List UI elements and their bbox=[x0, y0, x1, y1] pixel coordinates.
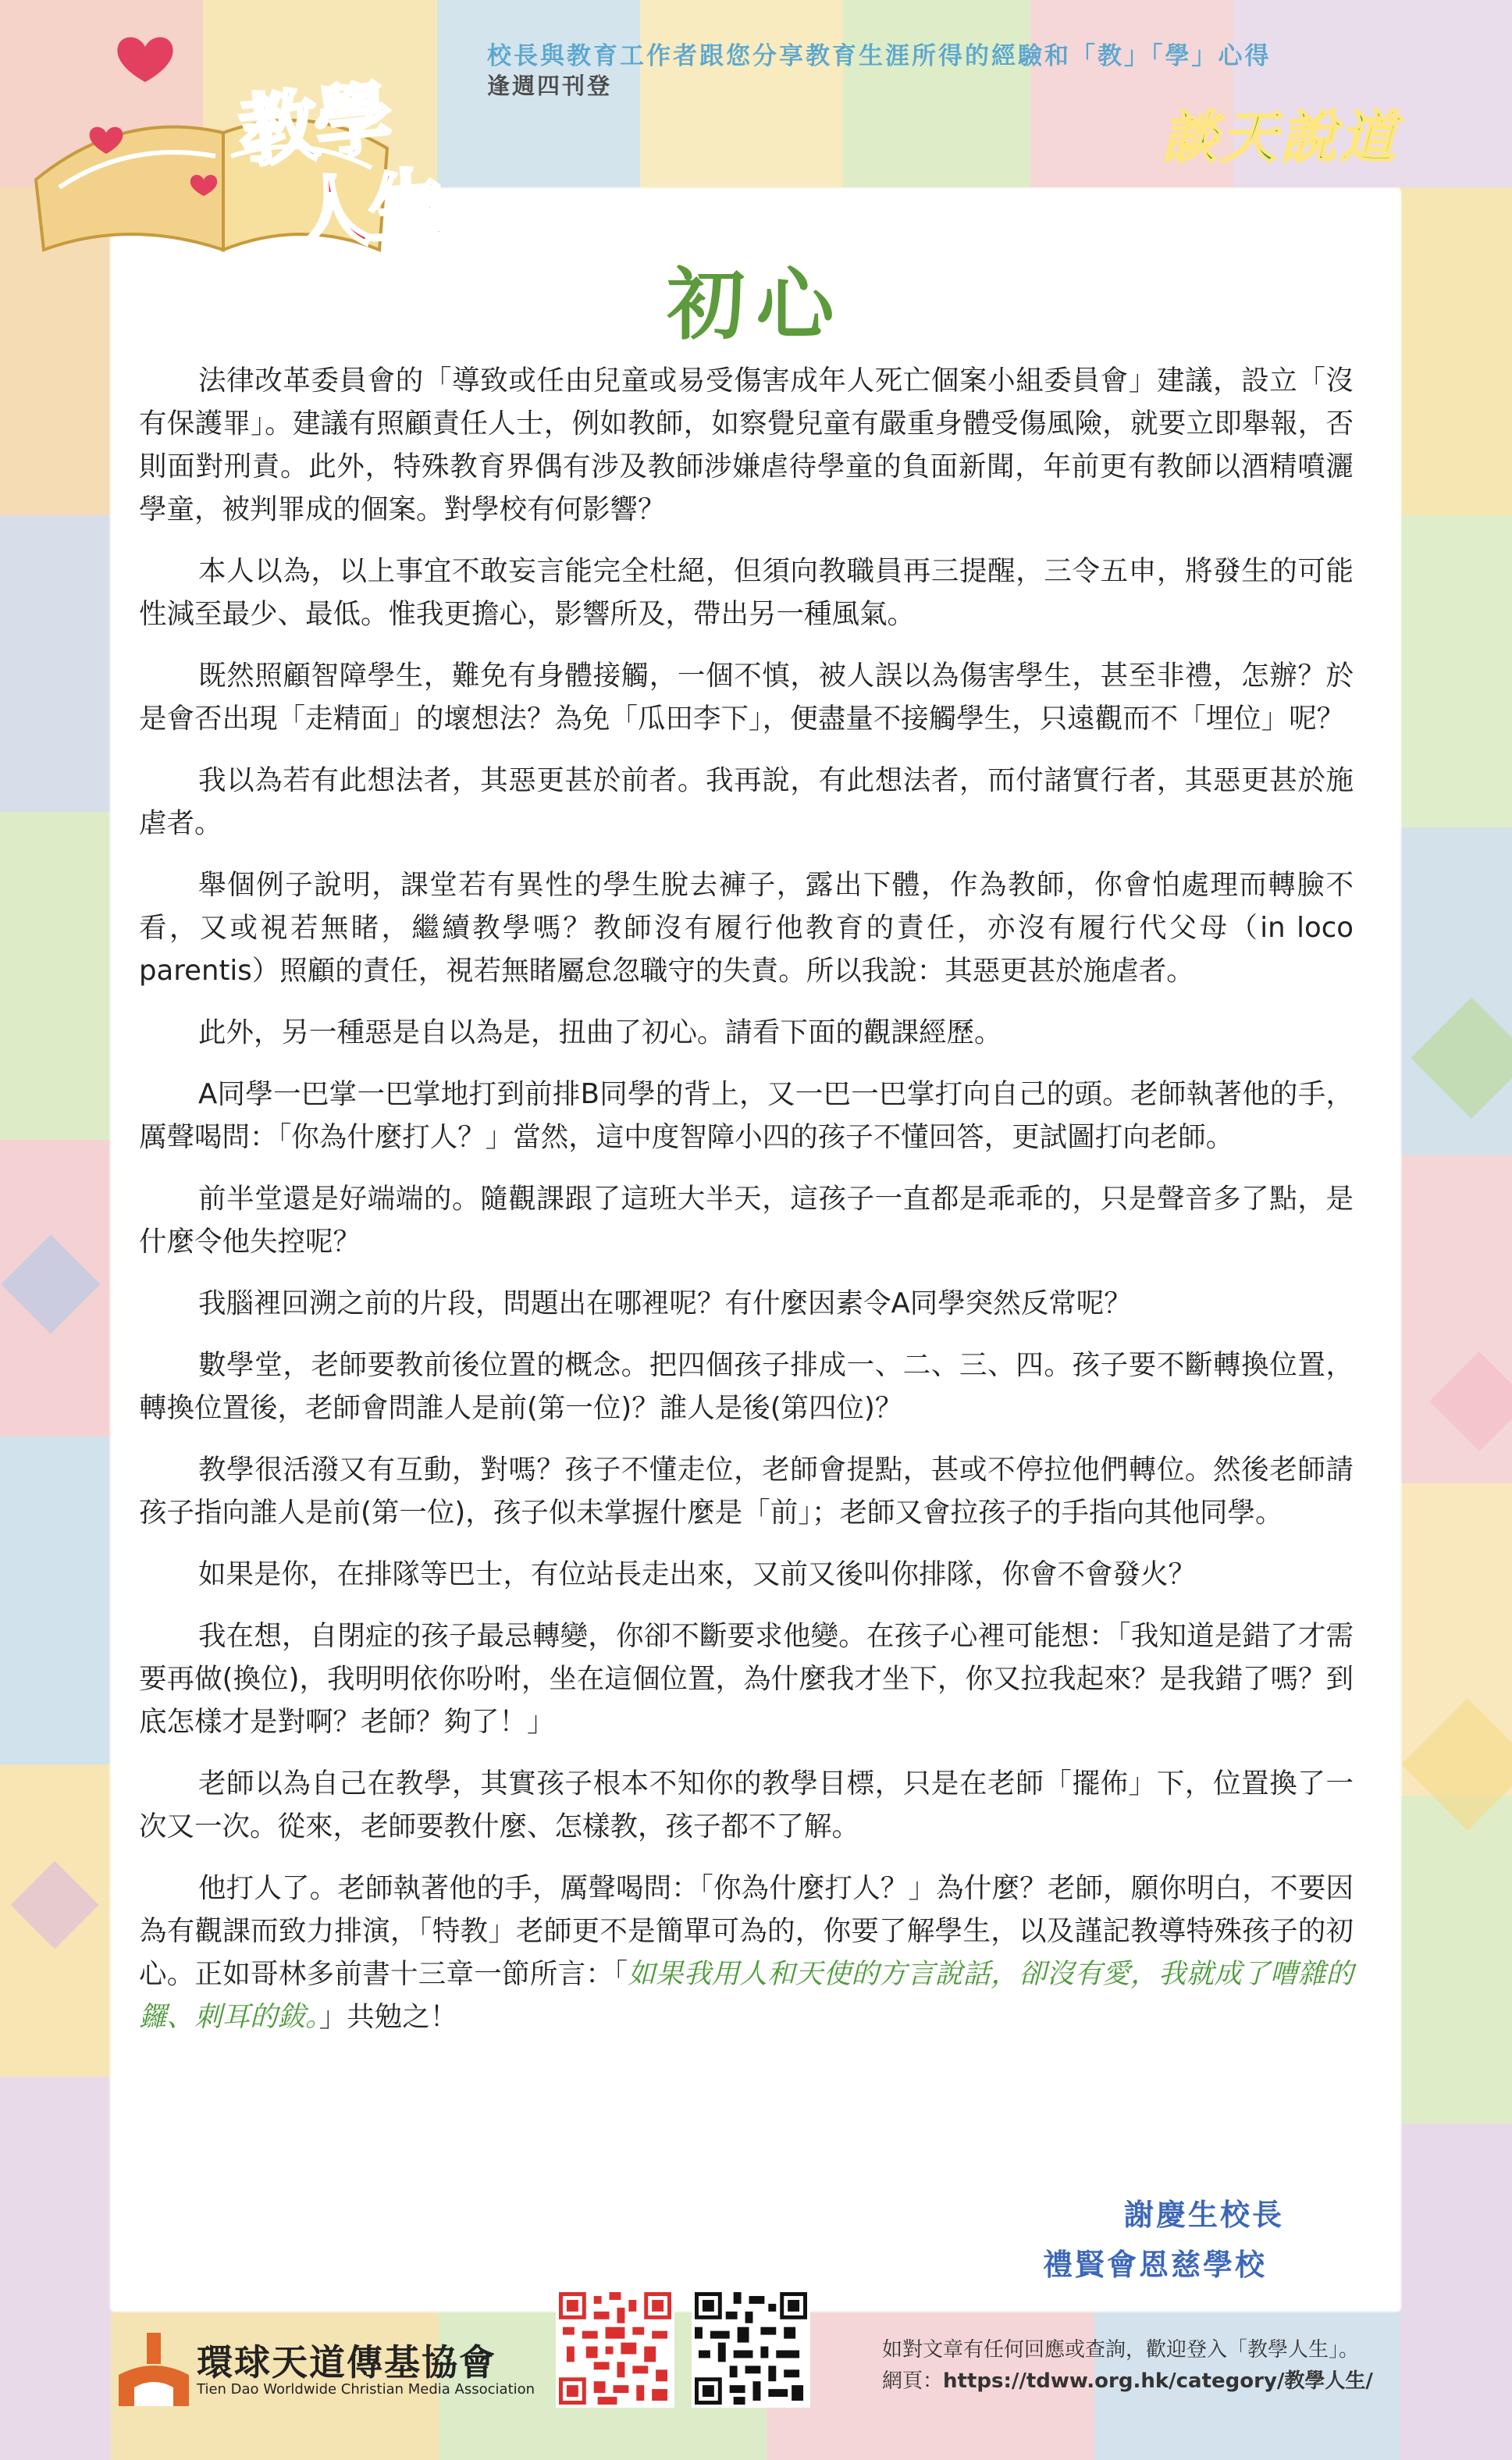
paragraph: 本人以為，以上事宜不敢妄言能完全杜絕，但須向教職員再三提醒，三令五申，將發生的可能性減至最少、最低。惟我更擔心，影響所及，帶出另一種風氣。 bbox=[139, 555, 1354, 630]
organization-name: 環球天道傳基協會 bbox=[197, 2341, 496, 2383]
header-tagline: 校長與教育工作者跟您分享教育生涯所得的經驗和「教」「學」心得 bbox=[487, 42, 1272, 70]
column-logo bbox=[12, 16, 450, 273]
closing-paragraph bbox=[139, 1867, 1354, 2038]
paragraph: 我在想，自閉症的孩子最忌轉變，你卻不斷要求他變。在孩子心裡可能想：「我知道是錯了才需要再做(換位)，我明明依你吩咐，坐在這個位置，為什麼我才坐下，你又拉我起來？是我錯了嗎？到底怎樣才是對啊？老師？夠了！」 bbox=[139, 1620, 1354, 1738]
paragraph: 我以為若有此想法者，其惡更甚於前者。我再說，有此想法者，而付諸實行者，其惡更甚於施虐者。 bbox=[139, 764, 1354, 839]
author-school: 禮賢會恩慈學校 bbox=[1043, 2248, 1268, 2282]
paragraph: A同學一巴掌一巴掌地打到前排B同學的背上，又一巴一巴掌打向自己的頭。老師執著他的手，厲聲喝問：「你為什麼打人？」當然，這中度智障小四的孩子不懂回答，更試圖打向老師。 bbox=[139, 1078, 1354, 1153]
footer-note bbox=[882, 2334, 1373, 2397]
paragraph: 如果是你，在排隊等巴士，有位站長走出來，又前又後叫你排隊，你會不會發火？ bbox=[198, 1558, 1197, 1590]
footer-url-line bbox=[882, 2366, 1373, 2397]
qr-code-icon[interactable] bbox=[692, 2289, 810, 2408]
closing-text: 他打人了。老師執著他的手，厲聲喝問：「你為什麼打人？」為什麼？老師，願你明白，不要因為有觀課而致力排演，「特教」老師更不是簡單可為的，你要了解學生，以及謹記教導特殊孩子的初心。正如哥林多前書十三章一節所言：「 bbox=[139, 1872, 1354, 1990]
logo-title-top: 教學 bbox=[235, 72, 394, 179]
author-name: 謝慶生校長 bbox=[1124, 2198, 1285, 2232]
organization-name-en: Tien Dao Worldwide Christian Media Association bbox=[197, 2381, 535, 2398]
bible-quote: 如果我用人和天使的方言說話，卻沒有愛，我就成了嘈雜的鑼、刺耳的鈸。 bbox=[139, 1958, 1354, 2033]
qr-code-icon[interactable] bbox=[556, 2289, 674, 2408]
paragraph: 法律改革委員會的「導致或任由兒童或易受傷害成年人死亡個案小組委員會」建議，設立「沒有保護罪」。建議有照顧責任人士，例如教師，如察覺兒童有嚴重身體受傷風險，就要立即舉報，否則面對刑責。此外，特殊教育界偶有涉及教師涉嫌虐待學童的負面新聞，年前更有教師以酒精噴灑學童，被判罪成的個案。對學校有何影響？ bbox=[139, 365, 1354, 525]
paragraph: 我腦裡回溯之前的片段，問題出在哪裡呢？有什麼因素令A同學突然反常呢？ bbox=[198, 1287, 1132, 1319]
closing-text-end: 」共勉之！ bbox=[318, 2001, 458, 2033]
footer-url-link[interactable]: https://tdww.org.hk/category/教學人生/ bbox=[943, 2369, 1373, 2393]
paragraph: 數學堂，老師要教前後位置的概念。把四個孩子排成一、二、三、四。孩子要不斷轉換位置，轉換位置後，老師會問誰人是前(第一位)？誰人是後(第四位)？ bbox=[139, 1349, 1354, 1424]
organization-logo-icon bbox=[119, 2333, 189, 2406]
series-logo: 談天說道 bbox=[1162, 104, 1400, 170]
paragraph: 舉個例子說明，課堂若有異性的學生脫去褲子，露出下體，作為教師，你會怕處理而轉臉不看，又或視若無睹，繼續教學嗎？教師沒有履行他教育的責任，亦沒有履行代父母（in loco parentis）照顧的責任，視若無睹屬怠忽職守的失責。所以我說：其惡更甚於施虐者。 bbox=[139, 869, 1354, 987]
paragraph: 此外，另一種惡是自以為是，扭曲了初心。請看下面的觀課經歷。 bbox=[198, 1016, 1002, 1048]
header-schedule: 逢週四刊登 bbox=[487, 73, 613, 99]
paragraph: 老師以為自己在教學，其實孩子根本不知你的教學目標，只是在老師「擺佈」下，位置換了一次又一次。從來，老師要教什麼、怎樣教，孩子都不了解。 bbox=[139, 1768, 1354, 1842]
article-title: 初心 bbox=[667, 258, 845, 351]
footer-organization bbox=[119, 2328, 535, 2414]
logo-title-bottom: 人生 bbox=[290, 158, 447, 261]
paragraph: 教學很活潑又有互動，對嗎？孩子不懂走位，老師會提點，甚或不停拉他們轉位。然後老師請孩子指向誰人是前(第一位)，孩子似未掌握什麼是「前」；老師又會拉孩子的手指向其他同學。 bbox=[139, 1454, 1354, 1529]
article-body bbox=[139, 359, 1354, 2057]
footer-url-label: 網頁： bbox=[882, 2369, 944, 2393]
paragraph: 前半堂還是好端端的。隨觀課跟了這班大半天，這孩子一直都是乖乖的，只是聲音多了點，是什麼令他失控呢？ bbox=[139, 1183, 1354, 1258]
paragraph: 既然照顧智障學生，難免有身體接觸，一個不慎，被人誤以為傷害學生，甚至非禮，怎辦？於是會否出現「走精面」的壞想法？為免「瓜田李下」，便盡量不接觸學生，只遠觀而不「埋位」呢？ bbox=[139, 660, 1354, 735]
footer-note-line: 如對文章有任何回應或查詢，歡迎登入「教學人生」。 bbox=[882, 2338, 1360, 2362]
